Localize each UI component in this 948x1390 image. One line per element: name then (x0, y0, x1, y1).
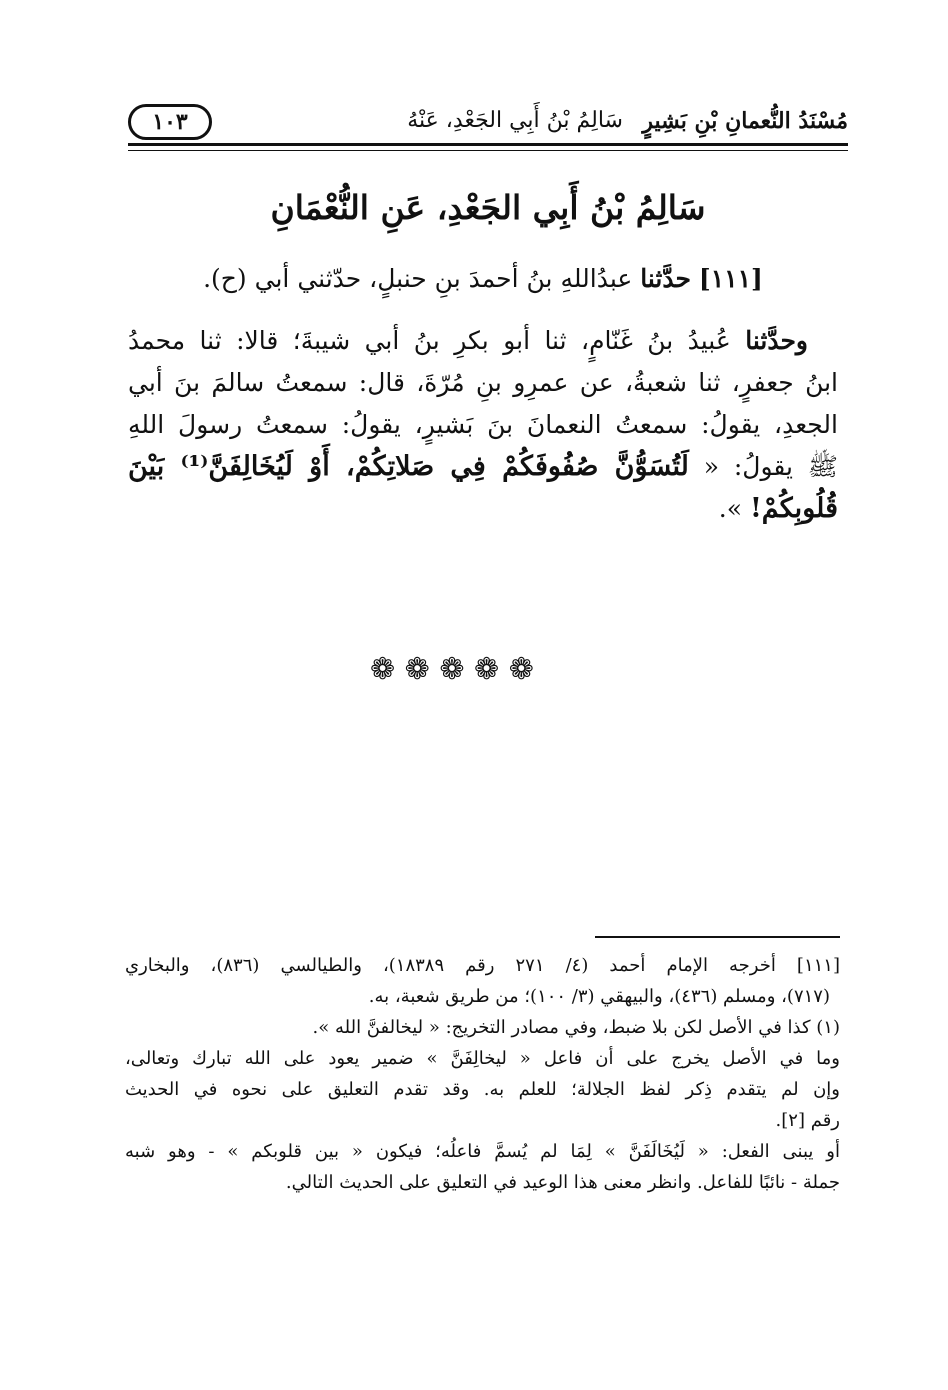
footnote-line: (١) كذا في الأصل لكن بلا ضبط، وفي مصادر التخريج: « ليخالفنَّ الله ». (312, 1017, 840, 1038)
hadith-intro-rest: عبدُاللهِ بنُ أحمدَ بنِ حنبلٍ، حدّثني أبي (ح). (203, 264, 633, 293)
footnote-line: أو يبنى الفعل: « لَيُخَالَفَنَّ » لِمَا لم يُسمَّ فاعلُه؛ فيكون « بين قلوبكم » - وهو شبه (125, 1141, 840, 1162)
hadith-intro-verb: حدَّثنا (640, 264, 691, 293)
hadith-isnad-intro (128, 258, 838, 300)
footnote-line: (٧١٧)، ومسلم (٤٣٦)، والبيهقي (٣/ ١٠٠)؛ من طريق شعبة، به. (368, 986, 830, 1007)
hadith-matn: لَتُسَوُّنَّ صُفُوفَكُمْ فِي صَلاتِكُمْ، أَوْ لَيُخَالِفَنَّ⁽¹⁾ بَيْنَ (128, 451, 689, 482)
hadith-line1-rest: عُبيدُ بنُ غَنّامٍ، ثنا أبو بكرِ بنُ أبي شيبةَ؛ قالا: ثنا محمدُ (128, 326, 731, 355)
hadith-text (128, 258, 838, 530)
running-header (128, 100, 848, 148)
footnotes (125, 950, 840, 1198)
hadith-matn-end: قُلُوبِكُمْ! (749, 493, 838, 524)
hadith-line (128, 488, 838, 530)
header-section-title: سَالِمُ بْنُ أَبِي الجَعْدِ، عَنْهُ (407, 108, 623, 133)
hadith-line1-verb: وحدَّثنا (745, 326, 808, 355)
header-book-title: مُسْنَدُ النُّعمانِ بْنِ بَشِيرٍ (642, 108, 848, 134)
hadith-line: ابنُ جعفرٍ، ثنا شعبةُ، عن عمرِو بنِ مُرّةَ، قال: سمعتُ سالمَ بنَ أبي (128, 368, 838, 397)
footnote-line: وما في الأصل يخرج على أن فاعل « ليخالِفَنَّ » ضمير يعود على الله تبارك وتعالى، (125, 1048, 841, 1069)
hadith-line4-pre: ﷺ يقولُ: « (703, 452, 838, 481)
page-number: ١٠٣ (128, 104, 212, 140)
hadith-line (128, 446, 838, 488)
footnote-line: وإن لم يتقدم ذِكر لفظ الجلالة؛ للعلم به. وقد تقدم التعليق على نحوه في الحديث (125, 1079, 840, 1100)
hadith-number: [١١١] (698, 264, 763, 293)
header-rule-thin (128, 150, 848, 151)
header-rule (128, 143, 848, 146)
section-ornament-icon: ❁ ❁ ❁ ❁ ❁ (370, 652, 534, 687)
footnote-line: رقم [٢]. (775, 1110, 840, 1131)
hadith-line5-post: ». (718, 494, 742, 523)
footnote-line: جملة - نائبًا للفاعل. وانظر معنى هذا الوعيد في التعليق على الحديث التالي. (285, 1172, 840, 1193)
hadith-line (128, 320, 838, 362)
footnote-line: [١١١] أخرجه الإمام أحمد (٤/ ٢٧١ رقم ١٨٣٨٩)، والطيالسي (٨٣٦)، والبخاري (125, 955, 840, 976)
footnote-separator (595, 936, 840, 938)
chapter-title: سَالِمُ بْنُ أَبِي الجَعْدِ، عَنِ النُّعْمَانِ (270, 188, 706, 227)
hadith-line: الجعدِ، يقولُ: سمعتُ النعمانَ بنَ بَشيرٍ، يقولُ: سمعتُ رسولَ اللهِ (128, 410, 838, 439)
